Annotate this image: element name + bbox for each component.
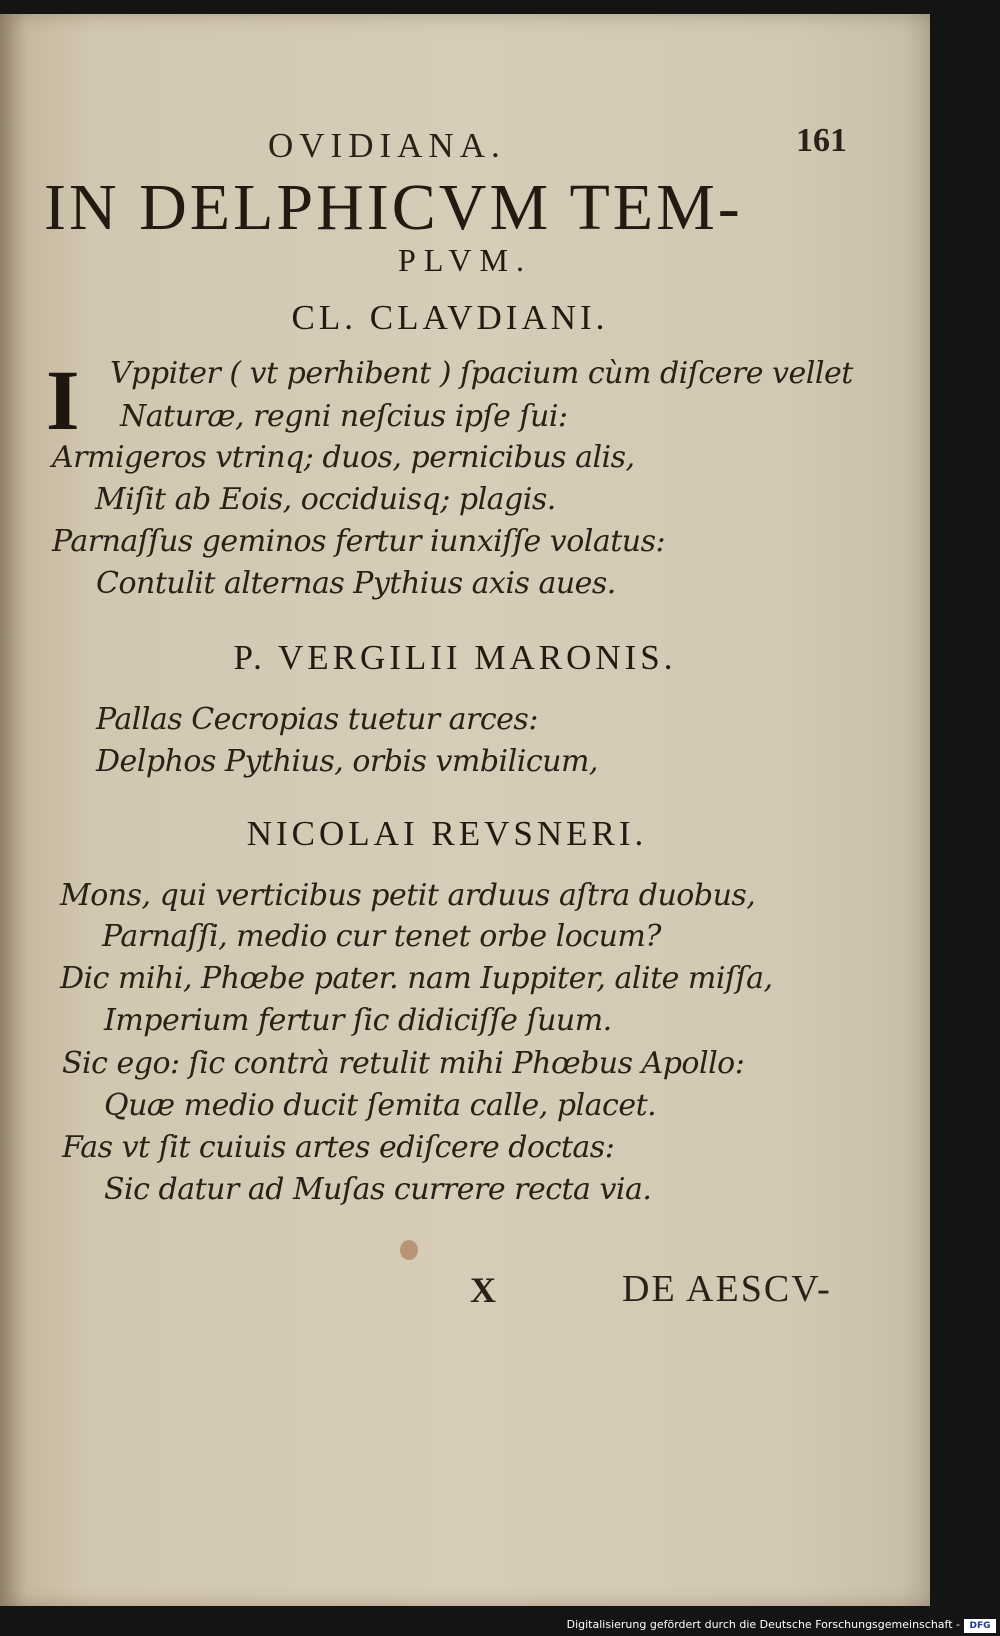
section-heading-claudiani: CL. CLAVDIANI. [291, 298, 609, 337]
verse-line: Sic datur ad Muſas currere recta via. [104, 1172, 652, 1207]
running-head: OVIDIANA. [268, 126, 506, 165]
title-line-2: PLVM. [398, 242, 532, 278]
catchword: DE AESCV- [622, 1268, 832, 1310]
signature-mark: X [470, 1270, 496, 1310]
verse-line: Mons, qui verticibus petit arduus aſtra duobus, [60, 878, 756, 913]
drop-capital: I [46, 352, 80, 448]
verse-line: Delphos Pythius, orbis vmbilicum, [96, 744, 598, 779]
ink-stain [400, 1240, 418, 1260]
section-heading-vergilii: P. VERGILII MARONIS. [233, 638, 677, 677]
verse-line: Quæ medio ducit ſemita calle, placet. [104, 1088, 657, 1123]
verse-line: Parnaſſi, medio cur tenet orbe locum? [102, 919, 661, 954]
digitization-footer [0, 1617, 1000, 1636]
verse-line: Naturæ, regni neſcius ipſe ſui: [120, 399, 568, 434]
dfg-logo: DFG [964, 1619, 996, 1633]
verse-line: Pallas Cecropias tuetur arces: [96, 702, 538, 737]
verse-line: Fas vt ſit cuiuis artes ediſcere doctas: [62, 1130, 615, 1165]
verse-line: Imperium fertur ſic didiciſſe ſuum. [104, 1003, 612, 1038]
section-heading-reusneri: NICOLAI REVSNERI. [246, 814, 648, 853]
verse-line: Vppiter ( vt perhibent ) ſpacium cùm diſcere vellet [110, 356, 853, 391]
book-page [0, 14, 930, 1606]
verse-line: Armigeros vtrinq; duos, pernicibus alis, [52, 440, 635, 475]
verse-line: Miſit ab Eois, occiduisq; plagis. [95, 482, 556, 517]
title-line-1: IN DELPHICVM TEM- [44, 171, 743, 244]
verse-line: Dic mihi, Phœbe pater. nam Iuppiter, alite miſſa, [60, 961, 773, 996]
footer-credit: Digitalisierung gefördert durch die Deutsche Forschungsgemeinschaft - [566, 1618, 960, 1631]
verse-line: Contulit alternas Pythius axis aues. [96, 566, 616, 601]
verse-line: Sic ego: ſic contrà retulit mihi Phœbus Apollo: [62, 1046, 745, 1081]
verse-line: Parnaſſus geminos fertur iunxiſſe volatus: [52, 524, 666, 559]
page-number: 161 [796, 122, 847, 159]
